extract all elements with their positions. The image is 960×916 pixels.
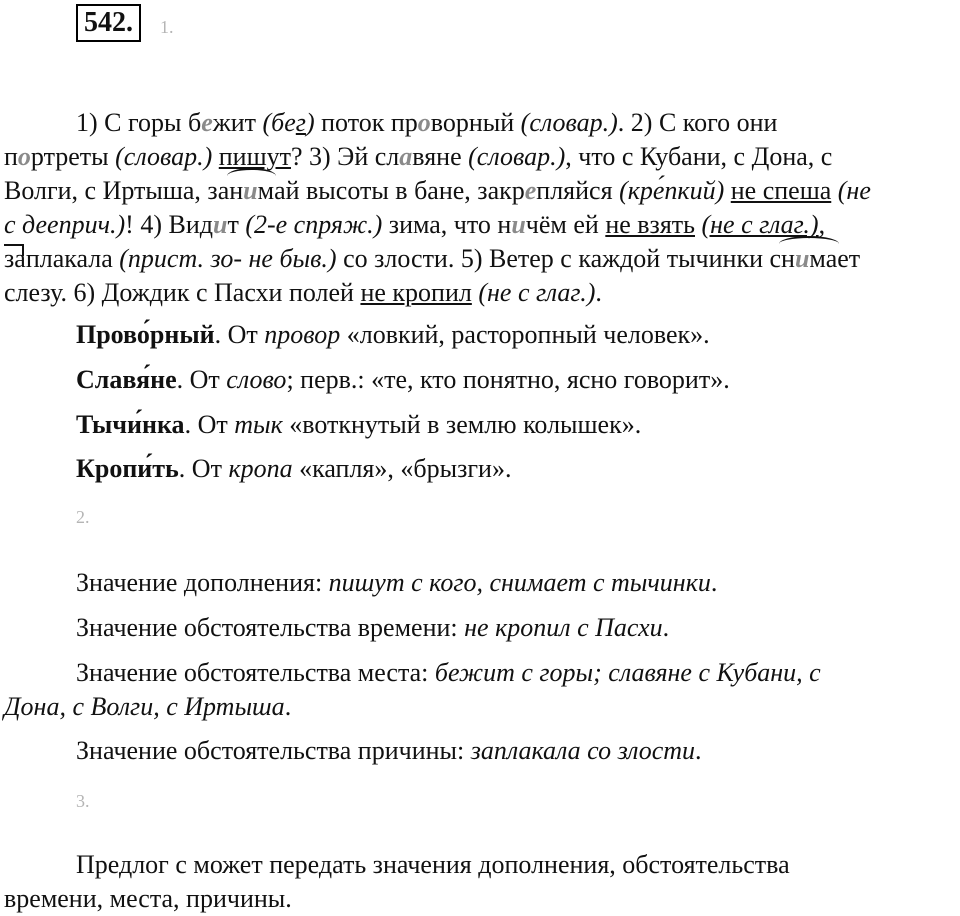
part3-label: 3. xyxy=(76,791,90,811)
part2-label: 2. xyxy=(76,507,90,527)
exercise-number: 542. xyxy=(76,4,141,42)
etymology-item: Прово́рный. От провор «ловкий, расторопный человек». xyxy=(76,320,710,349)
etymology-item: Славя́не. От слово; перв.: «те, кто понятно, ясно говорит». xyxy=(76,365,730,394)
text-line-4: с дееприч.)! 4) Видит (2-е спряж.) зима, что ничём ей не взять (не с глаг.), xyxy=(4,210,826,239)
meaning-place: Значение обстоятельства места: бежит с горы; славяне с Кубани, с xyxy=(76,658,821,687)
etymology-item: Тычи́нка. От тык «воткнутый в землю колышек». xyxy=(76,410,642,439)
text-line-3: Волги, с Иртыша, занимай высоты в бане, закрепляйся (кре́пкий) не спеша (не xyxy=(4,174,871,208)
meaning-cause: Значение обстоятельства причины: заплакала со злости. xyxy=(76,736,702,765)
meaning-time: Значение обстоятельства времени: не кропил с Пасхи. xyxy=(76,613,670,642)
text-line-5: заплакала (прист. зо- не быв.) со злости. 5) Ветер с каждой тычинки снимает xyxy=(4,242,860,276)
text-line-6: слезу. 6) Дождик с Пасхи полей не кропил (не с глаг.). xyxy=(4,278,602,307)
etymology-item: Кропи́ть. От кропа «капля», «брызги». xyxy=(76,454,512,483)
conclusion-line-2: времени, места, причины. xyxy=(4,884,292,913)
meaning-object: Значение дополнения: пишут с кого, снимает с тычинки. xyxy=(76,568,718,597)
text-line-1: 1) С горы бежит (бег) поток проворный (словар.). 2) С кого они xyxy=(76,108,778,137)
part1-label: 1. xyxy=(160,17,174,37)
text-line-2: портреты (словар.) пишут? 3) Эй славяне (словар.), что с Кубани, с Дона, с xyxy=(4,142,833,171)
conclusion-line-1: Предлог с может передать значения дополнения, обстоятельства xyxy=(76,850,790,879)
meaning-place-cont: Дона, с Волги, с Иртыша. xyxy=(4,692,292,721)
